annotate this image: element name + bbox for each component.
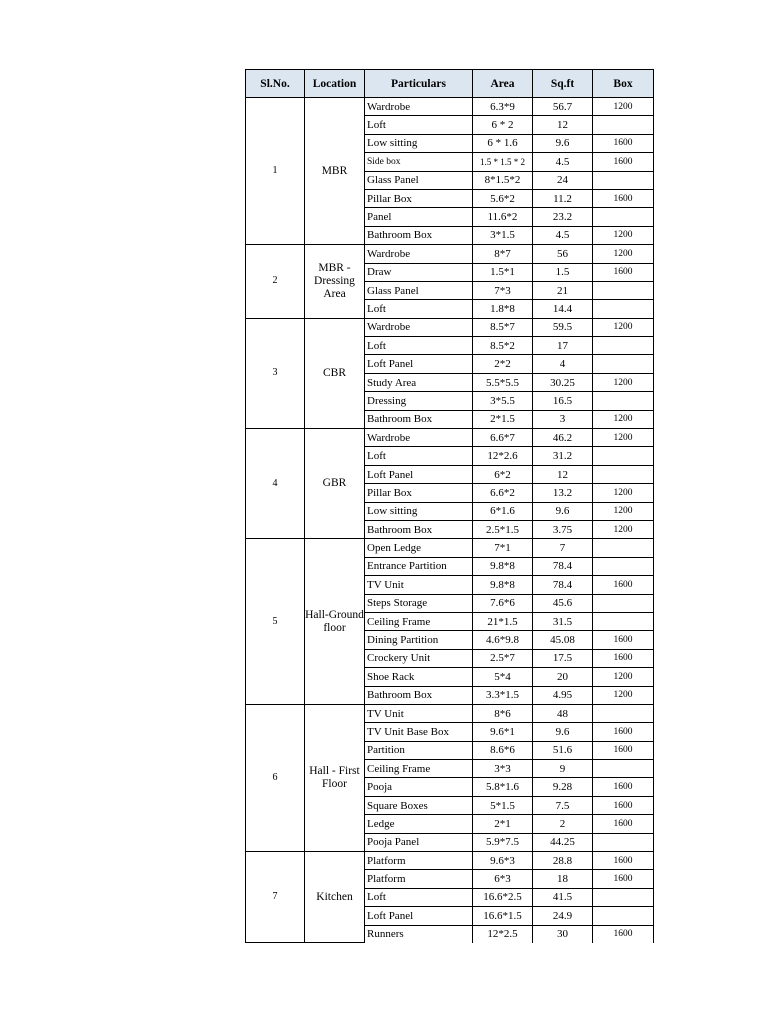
box-cell: 1600 (593, 649, 654, 667)
particulars-cell: Side box (365, 153, 473, 171)
box-cell: 1600 (593, 189, 654, 207)
box-cell (593, 281, 654, 299)
area-cell: 5*1.5 (473, 796, 533, 814)
box-cell: 1200 (593, 373, 654, 391)
particulars-cell: Loft Panel (365, 465, 473, 483)
box-cell (593, 208, 654, 226)
area-cell: 9.6*1 (473, 723, 533, 741)
location-cell: Hall - First Floor (305, 704, 365, 851)
sqft-cell: 31.5 (533, 612, 593, 630)
area-cell: 5*4 (473, 668, 533, 686)
particulars-cell: Ledge (365, 815, 473, 833)
sqft-cell: 24.9 (533, 907, 593, 925)
box-cell: 1600 (593, 723, 654, 741)
particulars-cell: Bathroom Box (365, 226, 473, 244)
particulars-cell: Steps Storage (365, 594, 473, 612)
particulars-cell: Glass Panel (365, 281, 473, 299)
sqft-cell: 9.6 (533, 502, 593, 520)
particulars-cell: Wardrobe (365, 98, 473, 116)
area-cell: 7.6*6 (473, 594, 533, 612)
area-cell: 8.5*7 (473, 318, 533, 336)
table-header (246, 70, 654, 98)
sqft-cell: 9.6 (533, 723, 593, 741)
sqft-cell: 13.2 (533, 484, 593, 502)
area-cell: 8*1.5*2 (473, 171, 533, 189)
box-cell: 1600 (593, 134, 654, 152)
sqft-cell: 4.95 (533, 686, 593, 704)
box-cell (593, 612, 654, 630)
sl-no-cell: 6 (246, 704, 305, 851)
box-cell: 1200 (593, 98, 654, 116)
particulars-cell: Platform (365, 852, 473, 870)
box-cell: 1600 (593, 153, 654, 171)
area-cell: 11.6*2 (473, 208, 533, 226)
box-cell: 1600 (593, 741, 654, 759)
header-row (246, 70, 654, 98)
particulars-cell: Loft (365, 300, 473, 318)
sqft-cell: 17 (533, 337, 593, 355)
area-cell: 9.8*8 (473, 576, 533, 594)
particulars-cell: Bathroom Box (365, 410, 473, 428)
particulars-cell: Entrance Partition (365, 557, 473, 575)
area-cell: 6 * 2 (473, 116, 533, 134)
area-cell: 2.5*7 (473, 649, 533, 667)
particulars-cell: Study Area (365, 373, 473, 391)
box-cell: 1600 (593, 263, 654, 281)
particulars-cell: Pillar Box (365, 484, 473, 502)
sqft-cell: 9.6 (533, 134, 593, 152)
sl-no-cell: 3 (246, 318, 305, 428)
sqft-cell: 3 (533, 410, 593, 428)
measurement-table (245, 69, 654, 943)
particulars-cell: Low sitting (365, 134, 473, 152)
box-cell (593, 760, 654, 778)
sqft-cell: 9.28 (533, 778, 593, 796)
location-cell: MBR - Dressing Area (305, 245, 365, 319)
area-cell: 3*1.5 (473, 226, 533, 244)
sl-no-cell: 5 (246, 539, 305, 705)
particulars-cell: Dressing (365, 392, 473, 410)
sqft-cell: 30 (533, 925, 593, 943)
sqft-cell: 45.6 (533, 594, 593, 612)
area-cell: 6.6*7 (473, 429, 533, 447)
particulars-cell: Bathroom Box (365, 686, 473, 704)
sqft-cell: 3.75 (533, 520, 593, 538)
sqft-cell: 11.2 (533, 189, 593, 207)
box-cell (593, 116, 654, 134)
area-cell: 7*3 (473, 281, 533, 299)
table-row (246, 245, 654, 263)
box-cell: 1200 (593, 245, 654, 263)
area-cell: 16.6*1.5 (473, 907, 533, 925)
sqft-cell: 9 (533, 760, 593, 778)
header-particulars: Particulars (365, 70, 473, 98)
area-cell: 8.6*6 (473, 741, 533, 759)
box-cell: 1600 (593, 852, 654, 870)
area-cell: 8*7 (473, 245, 533, 263)
header-sl-no: Sl.No. (246, 70, 305, 98)
sqft-cell: 56.7 (533, 98, 593, 116)
sqft-cell: 51.6 (533, 741, 593, 759)
area-cell: 2*1.5 (473, 410, 533, 428)
sqft-cell: 48 (533, 704, 593, 722)
sqft-cell: 17.5 (533, 649, 593, 667)
box-cell (593, 907, 654, 925)
sqft-cell: 21 (533, 281, 593, 299)
table-row (246, 704, 654, 722)
box-cell: 1200 (593, 668, 654, 686)
particulars-cell: Crockery Unit (365, 649, 473, 667)
sqft-cell: 78.4 (533, 576, 593, 594)
particulars-cell: Bathroom Box (365, 520, 473, 538)
area-cell: 3*5.5 (473, 392, 533, 410)
particulars-cell: Open Ledge (365, 539, 473, 557)
area-cell: 1.5*1 (473, 263, 533, 281)
area-cell: 2*2 (473, 355, 533, 373)
box-cell: 1600 (593, 815, 654, 833)
area-cell: 12*2.5 (473, 925, 533, 943)
sqft-cell: 44.25 (533, 833, 593, 851)
sqft-cell: 4.5 (533, 153, 593, 171)
area-cell: 9.8*8 (473, 557, 533, 575)
area-cell: 3.3*1.5 (473, 686, 533, 704)
area-cell: 6.3*9 (473, 98, 533, 116)
sqft-cell: 31.2 (533, 447, 593, 465)
sqft-cell: 14.4 (533, 300, 593, 318)
area-cell: 2.5*1.5 (473, 520, 533, 538)
sqft-cell: 12 (533, 116, 593, 134)
particulars-cell: Panel (365, 208, 473, 226)
particulars-cell: Shoe Rack (365, 668, 473, 686)
box-cell (593, 392, 654, 410)
sqft-cell: 4.5 (533, 226, 593, 244)
area-cell: 8.5*2 (473, 337, 533, 355)
sqft-cell: 30.25 (533, 373, 593, 391)
area-cell: 5.9*7.5 (473, 833, 533, 851)
particulars-cell: Partition (365, 741, 473, 759)
area-cell: 12*2.6 (473, 447, 533, 465)
box-cell: 1200 (593, 484, 654, 502)
particulars-cell: Square Boxes (365, 796, 473, 814)
sqft-cell: 2 (533, 815, 593, 833)
sqft-cell: 78.4 (533, 557, 593, 575)
sqft-cell: 45.08 (533, 631, 593, 649)
area-cell: 6.6*2 (473, 484, 533, 502)
particulars-cell: Loft Panel (365, 907, 473, 925)
table-row (246, 318, 654, 336)
area-cell: 21*1.5 (473, 612, 533, 630)
sl-no-cell: 2 (246, 245, 305, 319)
sqft-cell: 23.2 (533, 208, 593, 226)
header-location: Location (305, 70, 365, 98)
location-cell: GBR (305, 429, 365, 539)
sqft-cell: 1.5 (533, 263, 593, 281)
box-cell: 1600 (593, 870, 654, 888)
sqft-cell: 16.5 (533, 392, 593, 410)
box-cell (593, 300, 654, 318)
particulars-cell: Loft (365, 447, 473, 465)
box-cell: 1600 (593, 576, 654, 594)
sqft-cell: 46.2 (533, 429, 593, 447)
sqft-cell: 59.5 (533, 318, 593, 336)
sl-no-cell: 7 (246, 852, 305, 943)
particulars-cell: TV Unit (365, 576, 473, 594)
particulars-cell: Loft (365, 337, 473, 355)
particulars-cell: TV Unit Base Box (365, 723, 473, 741)
particulars-cell: Pillar Box (365, 189, 473, 207)
sqft-cell: 56 (533, 245, 593, 263)
area-cell: 2*1 (473, 815, 533, 833)
box-cell: 1200 (593, 502, 654, 520)
area-cell: 6*2 (473, 465, 533, 483)
table-row (246, 98, 654, 116)
particulars-cell: TV Unit (365, 704, 473, 722)
box-cell (593, 337, 654, 355)
area-cell: 8*6 (473, 704, 533, 722)
particulars-cell: Ceiling Frame (365, 760, 473, 778)
box-cell (593, 447, 654, 465)
area-cell: 3*3 (473, 760, 533, 778)
table-row (246, 539, 654, 557)
header-area: Area (473, 70, 533, 98)
particulars-cell: Draw (365, 263, 473, 281)
area-cell: 5.6*2 (473, 189, 533, 207)
particulars-cell: Runners (365, 925, 473, 943)
table-row (246, 429, 654, 447)
sl-no-cell: 1 (246, 98, 305, 245)
area-cell: 9.6*3 (473, 852, 533, 870)
particulars-cell: Wardrobe (365, 318, 473, 336)
box-cell: 1600 (593, 925, 654, 943)
box-cell (593, 465, 654, 483)
area-cell: 6*3 (473, 870, 533, 888)
sqft-cell: 7.5 (533, 796, 593, 814)
sqft-cell: 24 (533, 171, 593, 189)
area-cell: 16.6*2.5 (473, 888, 533, 906)
box-cell (593, 557, 654, 575)
box-cell: 1200 (593, 226, 654, 244)
location-cell: CBR (305, 318, 365, 428)
box-cell (593, 888, 654, 906)
particulars-cell: Loft (365, 116, 473, 134)
location-cell: Hall-Ground floor (305, 539, 365, 705)
table-row (246, 852, 654, 870)
area-cell: 5.8*1.6 (473, 778, 533, 796)
area-cell: 5.5*5.5 (473, 373, 533, 391)
sqft-cell: 28.8 (533, 852, 593, 870)
box-cell: 1600 (593, 631, 654, 649)
box-cell (593, 539, 654, 557)
particulars-cell: Dining Partition (365, 631, 473, 649)
area-cell: 6*1.6 (473, 502, 533, 520)
box-cell: 1600 (593, 796, 654, 814)
particulars-cell: Loft (365, 888, 473, 906)
header-box: Box (593, 70, 654, 98)
sqft-cell: 41.5 (533, 888, 593, 906)
particulars-cell: Platform (365, 870, 473, 888)
area-cell: 7*1 (473, 539, 533, 557)
particulars-cell: Loft Panel (365, 355, 473, 373)
box-cell: 1600 (593, 778, 654, 796)
box-cell: 1200 (593, 686, 654, 704)
box-cell (593, 833, 654, 851)
box-cell (593, 355, 654, 373)
header-sqft: Sq.ft (533, 70, 593, 98)
sqft-cell: 12 (533, 465, 593, 483)
sqft-cell: 4 (533, 355, 593, 373)
location-cell: MBR (305, 98, 365, 245)
box-cell (593, 171, 654, 189)
box-cell: 1200 (593, 410, 654, 428)
particulars-cell: Pooja Panel (365, 833, 473, 851)
sqft-cell: 20 (533, 668, 593, 686)
area-cell: 6 * 1.6 (473, 134, 533, 152)
box-cell: 1200 (593, 318, 654, 336)
box-cell (593, 704, 654, 722)
particulars-cell: Glass Panel (365, 171, 473, 189)
area-cell: 4.6*9.8 (473, 631, 533, 649)
particulars-cell: Pooja (365, 778, 473, 796)
particulars-cell: Wardrobe (365, 429, 473, 447)
particulars-cell: Low sitting (365, 502, 473, 520)
sl-no-cell: 4 (246, 429, 305, 539)
particulars-cell: Ceiling Frame (365, 612, 473, 630)
table-body (246, 98, 654, 943)
box-cell: 1200 (593, 429, 654, 447)
sqft-cell: 18 (533, 870, 593, 888)
area-cell: 1.8*8 (473, 300, 533, 318)
box-cell (593, 594, 654, 612)
area-cell: 1.5 * 1.5 * 2 (473, 153, 533, 171)
box-cell: 1200 (593, 520, 654, 538)
sqft-cell: 7 (533, 539, 593, 557)
particulars-cell: Wardrobe (365, 245, 473, 263)
location-cell: Kitchen (305, 852, 365, 943)
